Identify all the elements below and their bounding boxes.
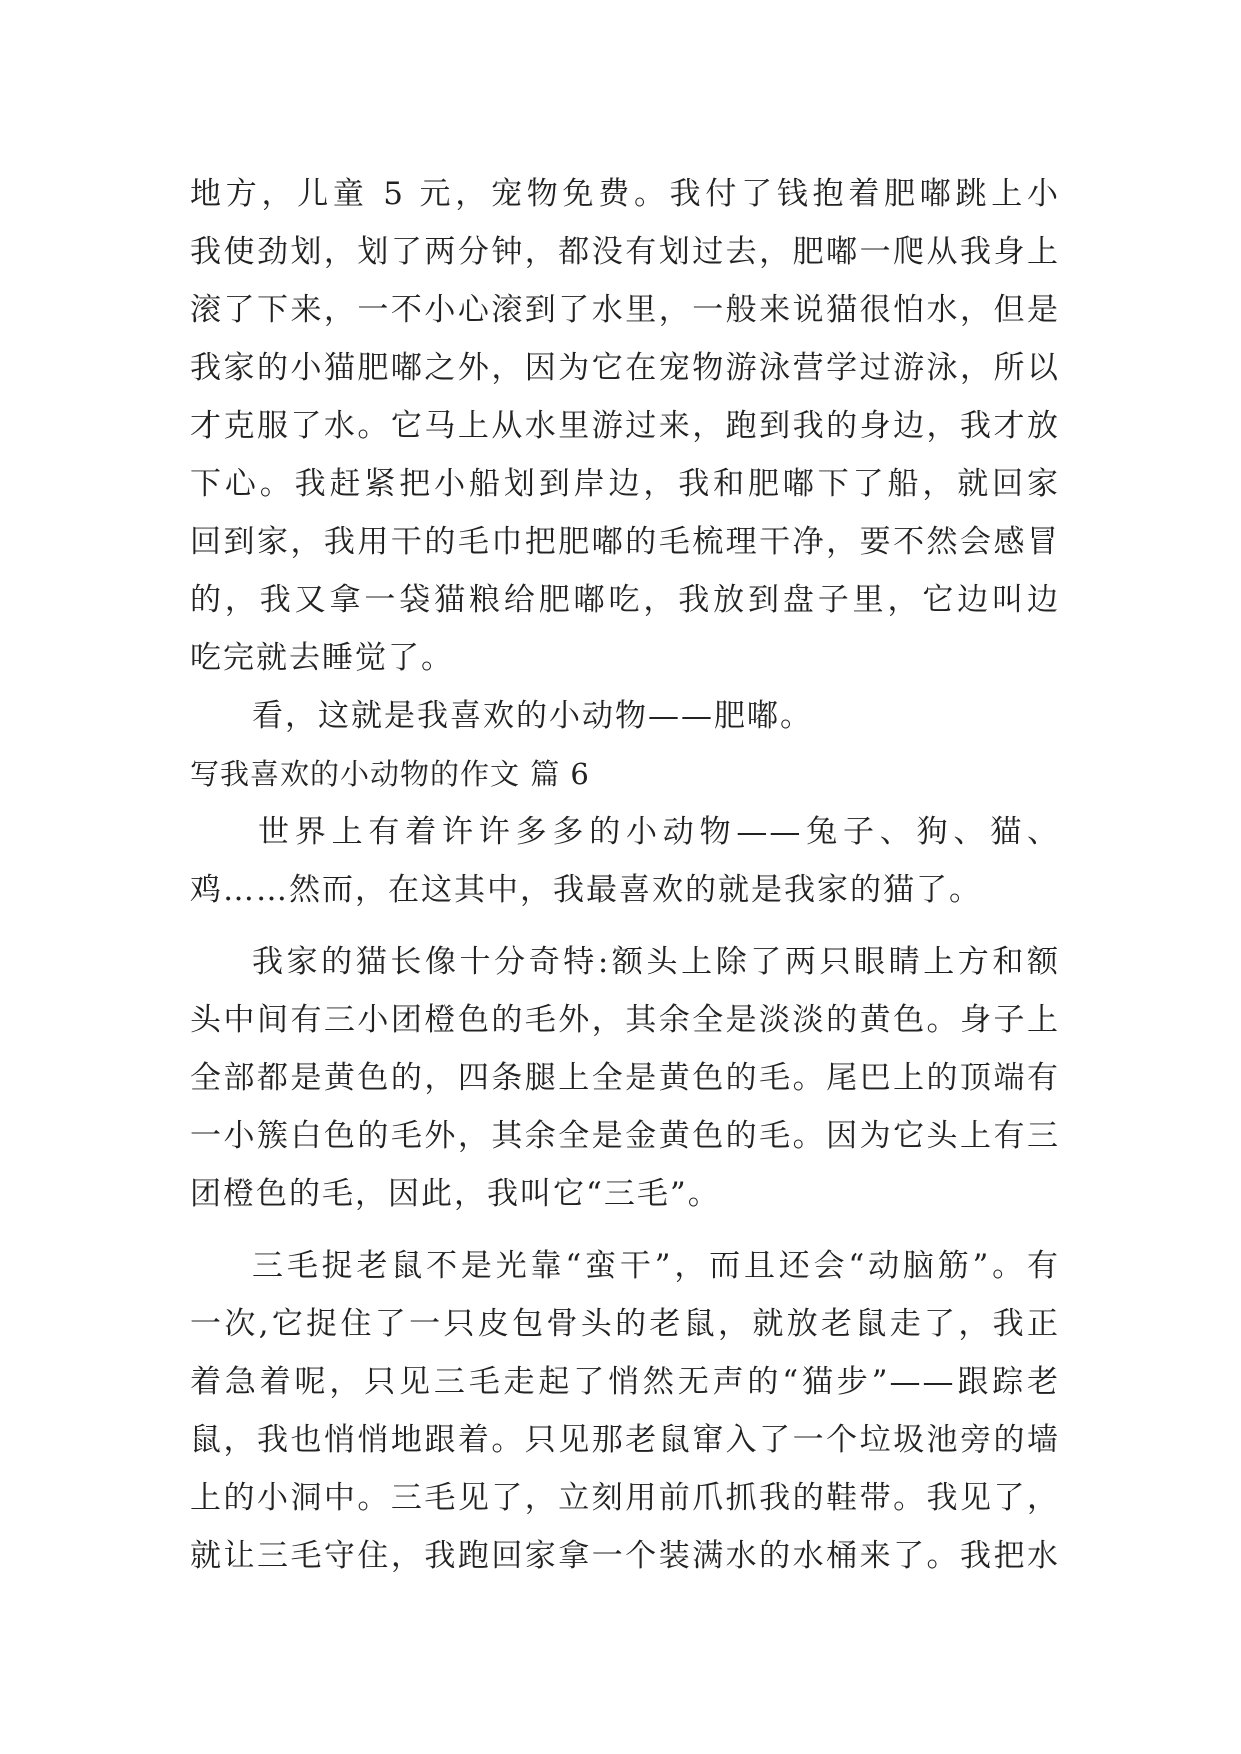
paragraph-spacer [190, 1223, 1060, 1237]
paragraph-1 [190, 165, 1060, 687]
text-line: 一次,它捉住了一只皮包骨头的老鼠，就放老鼠走了，我正 [190, 1306, 1060, 1342]
essay-body [190, 165, 1060, 1585]
paragraph-spacer [190, 919, 1060, 933]
text-line: 回到家，我用干的毛巾把肥嘟的毛梳理干净，要不然会感冒 [190, 524, 1060, 560]
text-line: 的，我又拿一袋猫粮给肥嘟吃，我放到盘子里，它边叫边 [190, 582, 1060, 618]
text-line: 我使劲划，划了两分钟，都没有划过去，肥嘟一爬从我身上 [190, 234, 1060, 270]
text-line: 着急着呢，只见三毛走起了悄然无声的“猫步”——跟踪老 [190, 1364, 1060, 1400]
text-line: 上的小洞中。三毛见了，立刻用前爪抓我的鞋带。我见了， [190, 1480, 1060, 1516]
text-line: 我家的猫长像十分奇特:额头上除了两只眼睛上方和额 [252, 944, 1060, 980]
text-line: 世界上有着许许多多的小动物——兔子、狗、猫、 [258, 814, 1060, 850]
text-line: 三毛捉老鼠不是光靠“蛮干”，而且还会“动脑筋”。有 [252, 1248, 1060, 1284]
paragraph-5 [190, 1237, 1060, 1585]
text-line: 吃完就去睡觉了。 [190, 640, 454, 676]
text-line: 鼠，我也悄悄地跟着。只见那老鼠窜入了一个垃圾池旁的墙 [190, 1422, 1060, 1458]
text-line: 看，这就是我喜欢的小动物——肥嘟。 [252, 698, 813, 734]
text-line: 头中间有三小团橙色的毛外，其余全是淡淡的黄色。身子上 [190, 1002, 1060, 1038]
paragraph-3 [190, 803, 1060, 919]
paragraph-2 [190, 687, 1060, 745]
text-line: 一小簇白色的毛外，其余全是金黄色的毛。因为它头上有三 [190, 1118, 1060, 1154]
section-title: 写我喜欢的小动物的作文 篇 6 [190, 757, 590, 791]
text-line: 团橙色的毛，因此，我叫它“三毛”。 [190, 1176, 721, 1212]
text-line: 地方，儿童 5 元，宠物免费。我付了钱抱着肥嘟跳上小 [190, 176, 1060, 212]
text-line: 全部都是黄色的，四条腿上全是黄色的毛。尾巴上的顶端有 [190, 1060, 1060, 1096]
text-line: 鸡……然而，在这其中，我最喜欢的就是我家的猫了。 [190, 872, 982, 908]
text-line: 我家的小猫肥嘟之外，因为它在宠物游泳营学过游泳，所以 [190, 350, 1060, 386]
text-line: 才克服了水。它马上从水里游过来，跑到我的身边，我才放 [190, 408, 1060, 444]
paragraph-4 [190, 933, 1060, 1223]
text-line: 就让三毛守住，我跑回家拿一个装满水的水桶来了。我把水 [190, 1538, 1060, 1574]
text-line: 下心。我赶紧把小船划到岸边，我和肥嘟下了船，就回家 [190, 466, 1060, 502]
text-line: 滚了下来，一不小心滚到了水里，一般来说猫很怕水，但是 [190, 292, 1060, 328]
